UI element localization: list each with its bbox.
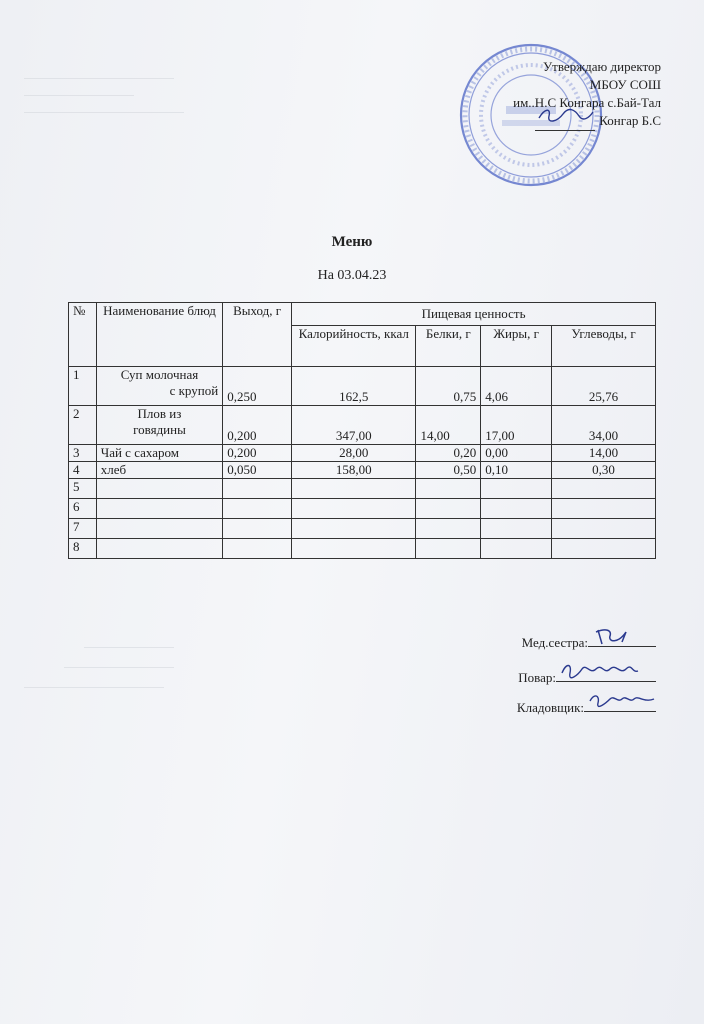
header-protein: Белки, г <box>416 326 481 367</box>
row-output <box>223 519 292 539</box>
row-num: 7 <box>69 519 97 539</box>
row-carbs: 25,76 <box>552 367 656 406</box>
row-protein <box>416 539 481 559</box>
row-num: 3 <box>69 445 97 462</box>
row-protein: 0,20 <box>416 445 481 462</box>
approval-line-3: им..Н.С Конгара с.Бай-Тал <box>513 95 661 110</box>
header-calories: Калорийность, ккал <box>292 326 416 367</box>
table-row <box>69 499 656 519</box>
row-fat: 0,00 <box>481 445 552 462</box>
header-output: Выход, г <box>223 303 292 367</box>
row-output: 0,200 <box>223 406 292 445</box>
storekeeper-signature <box>584 697 656 712</box>
nurse-label: Мед.сестра: <box>521 635 588 650</box>
row-protein <box>416 479 481 499</box>
row-name <box>96 539 222 559</box>
row-protein <box>416 499 481 519</box>
row-output: 0,200 <box>223 445 292 462</box>
cook-signature <box>556 667 656 682</box>
storekeeper-label: Кладовщик: <box>516 700 584 715</box>
row-name-line: с крупой <box>169 383 219 398</box>
row-calories <box>292 499 416 519</box>
row-name <box>96 479 222 499</box>
row-fat: 0,10 <box>481 462 552 479</box>
row-output <box>223 479 292 499</box>
row-calories: 347,00 <box>292 406 416 445</box>
table-row <box>69 519 656 539</box>
row-num: 6 <box>69 499 97 519</box>
document-date: На 03.04.23 <box>317 268 387 283</box>
signature-cook <box>518 667 656 687</box>
table-row <box>69 462 656 479</box>
row-carbs <box>552 499 656 519</box>
row-protein <box>416 519 481 539</box>
table-row <box>69 367 656 406</box>
table-row <box>69 445 656 462</box>
row-name <box>96 519 222 539</box>
bleed-through-block <box>24 62 194 126</box>
menu-table <box>68 302 656 559</box>
row-calories <box>292 479 416 499</box>
header-fat: Жиры, г <box>481 326 552 367</box>
row-name-line: Плов из <box>137 406 182 421</box>
row-name: Чай с сахаром <box>96 445 222 462</box>
row-output <box>223 499 292 519</box>
row-num: 8 <box>69 539 97 559</box>
row-carbs: 0,30 <box>552 462 656 479</box>
cook-label: Повар: <box>518 670 556 685</box>
row-name <box>96 499 222 519</box>
table-row <box>69 539 656 559</box>
row-carbs <box>552 479 656 499</box>
row-name <box>96 406 222 445</box>
header-name: Наименование блюд <box>96 303 222 367</box>
row-calories: 28,00 <box>292 445 416 462</box>
row-name: хлеб <box>96 462 222 479</box>
row-num: 4 <box>69 462 97 479</box>
row-carbs: 34,00 <box>552 406 656 445</box>
row-fat: 17,00 <box>481 406 552 445</box>
document-title: Меню <box>331 234 373 250</box>
row-calories: 162,5 <box>292 367 416 406</box>
row-num: 5 <box>69 479 97 499</box>
table-row <box>69 479 656 499</box>
row-fat <box>481 479 552 499</box>
row-num: 1 <box>69 367 97 406</box>
row-fat: 4,06 <box>481 367 552 406</box>
row-calories: 158,00 <box>292 462 416 479</box>
row-output: 0,050 <box>223 462 292 479</box>
row-calories <box>292 539 416 559</box>
approval-line-2: МБОУ СОШ <box>589 77 661 92</box>
row-output: 0,250 <box>223 367 292 406</box>
signature-nurse <box>522 632 656 652</box>
approval-block <box>513 58 661 131</box>
row-num: 2 <box>69 406 97 445</box>
header-num: № <box>69 303 97 367</box>
approval-line-4: Конгар Б.С <box>599 113 661 128</box>
row-name-line: Суп молочная <box>120 367 199 382</box>
row-protein: 0,75 <box>416 367 481 406</box>
signature-storekeeper <box>517 697 656 717</box>
row-fat <box>481 519 552 539</box>
row-name <box>96 367 222 406</box>
header-carbs: Углеводы, г <box>552 326 656 367</box>
row-name-line: говядины <box>133 422 186 437</box>
row-fat <box>481 539 552 559</box>
row-protein: 0,50 <box>416 462 481 479</box>
row-output <box>223 539 292 559</box>
row-fat <box>481 499 552 519</box>
header-nutrition: Пищевая ценность <box>292 303 656 326</box>
row-protein: 14,00 <box>416 406 481 445</box>
director-signature <box>535 112 595 131</box>
row-carbs: 14,00 <box>552 445 656 462</box>
row-carbs <box>552 539 656 559</box>
row-carbs <box>552 519 656 539</box>
bleed-through-block <box>24 628 194 698</box>
nurse-signature <box>588 632 656 647</box>
approval-line-1: Утверждаю директор <box>542 59 661 74</box>
table-row <box>69 406 656 445</box>
table-header-row <box>69 303 656 326</box>
row-calories <box>292 519 416 539</box>
